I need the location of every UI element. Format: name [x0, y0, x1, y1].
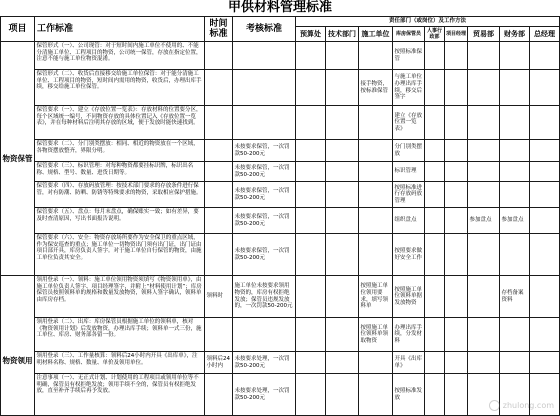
- duty-cell-construction-unit: [359, 182, 393, 208]
- duty-cell-finance-dept: 参加盘点: [500, 208, 530, 234]
- duty-cell-hr-admin-dept: [425, 70, 445, 106]
- duty-cell-trade-dept: [468, 234, 500, 276]
- dept-header-warehouse-keeper: 库房保管员: [393, 27, 425, 42]
- work-standard-cell: 保管形式（二）、收货后直接移交给施工单位保管：对于能分清施工单位、工程项目的物资，短时间内需用的物资，收货后，办理出库手续，移交给施工单位保管。: [35, 70, 205, 106]
- duty-cell-trade-dept: [468, 106, 500, 140]
- duty-cell-hr-admin-dept: [425, 162, 445, 182]
- duty-cell-budget-office: [296, 182, 326, 208]
- time-standard-cell: [205, 208, 233, 234]
- duty-cell-warehouse-keeper: 组织盘点: [393, 208, 425, 234]
- work-standard-cell: 保管形式（一）、公司现管：对于短时间内施工单位不使用的、不能分清施工单位、工程项目的物资，公司统一保管，存放在指定位置，注意不能与施工单位物资混淆。: [35, 42, 205, 70]
- duty-cell-finance-dept: [500, 234, 530, 276]
- duty-cell-hr-admin-dept: [425, 42, 445, 70]
- duty-cell-budget-office: [296, 208, 326, 234]
- duty-cell-warehouse-keeper: 开具《出库单》: [393, 352, 425, 374]
- duty-cell-project-manager: [445, 276, 468, 318]
- duty-cell-hr-admin-dept: [425, 318, 445, 352]
- dept-header-finance-dept: 财务部: [500, 27, 530, 42]
- duty-cell-general-manager: [530, 42, 560, 70]
- duty-cell-technical-dept: [326, 374, 359, 416]
- duty-cell-finance-dept: [500, 42, 530, 70]
- duty-cell-finance-dept: [500, 352, 530, 374]
- duty-cell-project-manager: [445, 182, 468, 208]
- duty-cell-project-manager: [445, 106, 468, 140]
- duty-cell-warehouse-keeper: 办理出库手续，分发材料: [393, 318, 425, 352]
- duty-cell-trade-dept: [468, 318, 500, 352]
- time-standard-cell: [205, 106, 233, 140]
- work-standard-cell: 注意事项（一）、无正式计划、计划使用的工程项目或领用单位等不明确，保管员有权拒绝发放；领用手续不全的，保管员有权拒绝发放，直至补齐手续后再予发放。: [35, 374, 205, 416]
- duty-cell-finance-dept: [500, 106, 530, 140]
- work-standard-cell: 保管要求（一）、建立《存放位置一览表》：存放材料的位置要分区，每个区域统一编号，不同物资存放的具体位置记入《存放位置一览表》，并在每种材料后注明其存放的区域，便于发放时能快速找到。: [35, 106, 205, 140]
- time-standard-cell: [205, 42, 233, 70]
- duty-cell-technical-dept: [326, 42, 359, 70]
- duty-cell-general-manager: [530, 70, 560, 106]
- duty-cell-hr-admin-dept: [425, 352, 445, 374]
- time-standard-cell: [205, 374, 233, 416]
- duty-cell-budget-office: [296, 374, 326, 416]
- header-time-standard: 时间标准: [205, 17, 233, 42]
- duty-cell-hr-admin-dept: [425, 374, 445, 416]
- header-work-standard: 工作标准: [35, 17, 205, 42]
- duty-cell-trade-dept: [468, 162, 500, 182]
- duty-cell-trade-dept: [468, 140, 500, 162]
- duty-cell-technical-dept: [326, 106, 359, 140]
- duty-cell-trade-dept: [468, 70, 500, 106]
- duty-cell-hr-admin-dept: [425, 140, 445, 162]
- duty-cell-hr-admin-dept: [425, 182, 445, 208]
- assessment-standard-cell: [233, 318, 296, 352]
- assessment-standard-cell: 未按要求处理，一次罚款50-200元: [233, 352, 296, 374]
- duty-cell-technical-dept: [326, 276, 359, 318]
- duty-cell-general-manager: [530, 162, 560, 182]
- assessment-standard-cell: [233, 106, 296, 140]
- time-standard-cell: [205, 234, 233, 276]
- assessment-standard-cell: 未按要求处理，一次罚款50-200元: [233, 374, 296, 416]
- duty-cell-finance-dept: [500, 162, 530, 182]
- duty-cell-construction-unit: [359, 352, 393, 374]
- duty-cell-budget-office: [296, 318, 326, 352]
- duty-cell-trade-dept: 参加盘点: [468, 208, 500, 234]
- duty-cell-technical-dept: [326, 182, 359, 208]
- table-title: 甲供材料管理标准: [0, 0, 560, 17]
- dept-header-project-manager: 项目经理: [445, 27, 468, 42]
- duty-cell-warehouse-keeper: 按照标准进行存放码放管理: [393, 182, 425, 208]
- duty-cell-construction-unit: [359, 208, 393, 234]
- duty-cell-general-manager: [530, 318, 560, 352]
- duty-cell-construction-unit: 接手物资，按标准保管: [359, 70, 393, 106]
- duty-cell-budget-office: [296, 352, 326, 374]
- watermark-logo-icon: [489, 400, 500, 411]
- duty-cell-general-manager: [530, 234, 560, 276]
- dept-header-construction-unit: 施工单位: [359, 27, 393, 42]
- assessment-standard-cell: 未按要求保管，一次罚款50-200元: [233, 162, 296, 182]
- duty-cell-project-manager: [445, 70, 468, 106]
- duty-cell-warehouse-keeper: 按照标准保管: [393, 42, 425, 70]
- dept-header-budget-office: 预算处: [296, 27, 326, 42]
- section-label-material-storage: 物资保管: [0, 42, 35, 276]
- time-standard-cell: 领料时: [205, 276, 233, 318]
- time-standard-cell: [205, 162, 233, 182]
- duty-cell-project-manager: [445, 42, 468, 70]
- time-standard-cell: [205, 318, 233, 352]
- duty-cell-technical-dept: [326, 208, 359, 234]
- duty-cell-warehouse-keeper: 按照标准发放: [393, 374, 425, 416]
- duty-cell-construction-unit: [359, 140, 393, 162]
- header-assessment-standard: 考核标准: [233, 17, 296, 42]
- duty-cell-project-manager: [445, 140, 468, 162]
- duty-cell-technical-dept: [326, 140, 359, 162]
- duty-cell-finance-dept: [500, 318, 530, 352]
- duty-cell-general-manager: [530, 276, 560, 318]
- duty-cell-trade-dept: [468, 352, 500, 374]
- duty-cell-construction-unit: 按照施工单位领用要求，填写领料单: [359, 276, 393, 318]
- work-standard-cell: 领用登录（三）、工作量核算：领料后24小时内开具《出库单》，注明材料名称、规格、数量、单价及领用单位。: [35, 352, 205, 374]
- duty-cell-finance-dept: [500, 182, 530, 208]
- work-standard-cell: 保管要求（二）、分门别类摆放：相同、相近的物资放在一个区域，各物资摆放整齐，界限分明。: [35, 140, 205, 162]
- dept-header-hr-admin-dept: 人事行政部: [425, 27, 445, 42]
- duty-cell-budget-office: [296, 106, 326, 140]
- time-standard-cell: [205, 182, 233, 208]
- duty-cell-budget-office: [296, 276, 326, 318]
- duty-cell-finance-dept: [500, 70, 530, 106]
- duty-cell-trade-dept: [468, 182, 500, 208]
- assessment-standard-cell: [233, 42, 296, 70]
- duty-cell-finance-dept: 存档备案资料: [500, 276, 530, 318]
- assessment-standard-cell: 施工单位未按要求领用物资的，库房有权拒绝发放；保管员违规发放的，一次罚款50-200元: [233, 276, 296, 318]
- duty-cell-hr-admin-dept: [425, 106, 445, 140]
- duty-cell-construction-unit: [359, 42, 393, 70]
- duty-cell-general-manager: [530, 106, 560, 140]
- duty-cell-construction-unit: [359, 374, 393, 416]
- time-standard-cell: [205, 140, 233, 162]
- duty-cell-hr-admin-dept: [425, 234, 445, 276]
- duty-cell-warehouse-keeper: 建立《存放位置一览表》: [393, 106, 425, 140]
- work-standard-cell: 保管要求（五）、盘点：每月末盘点，确保账实一致；如有差异，要及时查清原因，写出书面报告说明。: [35, 208, 205, 234]
- duty-cell-technical-dept: [326, 70, 359, 106]
- header-responsibility-group: 责任部门（或岗位）及工作方法: [296, 17, 560, 27]
- duty-cell-technical-dept: [326, 162, 359, 182]
- duty-cell-general-manager: [530, 208, 560, 234]
- duty-cell-project-manager: [445, 318, 468, 352]
- duty-cell-general-manager: [530, 140, 560, 162]
- duty-cell-warehouse-keeper: 与施工单位办理出库手续，移交后签字: [393, 70, 425, 106]
- assessment-standard-cell: 未按要求保管，一次罚款50-200元: [233, 140, 296, 162]
- work-standard-cell: 保管要求（四）、存放码放管理：按技术部门要求的存放条件进行保管，对有防潮、防晒、防锈等特殊要求的物资，采取相应保护措施。: [35, 182, 205, 208]
- duty-cell-budget-office: [296, 140, 326, 162]
- duty-cell-budget-office: [296, 42, 326, 70]
- work-standard-cell: 领用登录（一）、领料：施工单位领用物资须填写《物资领用单》，由施工单位负责人签字、项目经理签字，并附上“材料使用计划”；库房保管员按照领料单的规格和数量发放物资，领料人签字确认，领料单由库房存档。: [35, 276, 205, 318]
- dept-header-technical-dept: 技术部门: [326, 27, 359, 42]
- duty-cell-project-manager: [445, 234, 468, 276]
- duty-cell-project-manager: [445, 352, 468, 374]
- header-item: 项目: [0, 17, 35, 42]
- duty-cell-project-manager: [445, 208, 468, 234]
- duty-cell-trade-dept: [468, 276, 500, 318]
- duty-cell-warehouse-keeper: 按照施工单位领料单据发放物资: [393, 276, 425, 318]
- assessment-standard-cell: 未按要求保管，一次罚款50-200元: [233, 208, 296, 234]
- duty-cell-warehouse-keeper: 标识管理: [393, 162, 425, 182]
- time-standard-cell: [205, 70, 233, 106]
- assessment-standard-cell: 未按要求保管，一次罚款50-200元: [233, 234, 296, 276]
- work-standard-cell: 领用登录（二）、出库：库房保管员根据施工单位的领料单，核对《物资领用计划》后发放物资，办理出库手续；领料单一式三份，施工单位、库房、财务部各留一份。: [35, 318, 205, 352]
- duty-cell-construction-unit: [359, 234, 393, 276]
- duty-cell-construction-unit: 按照施工单位领料单领取物资: [359, 318, 393, 352]
- duty-cell-warehouse-keeper: 分门别类摆放: [393, 140, 425, 162]
- duty-cell-construction-unit: [359, 106, 393, 140]
- duty-cell-hr-admin-dept: [425, 208, 445, 234]
- time-standard-cell: 领料后24小时内: [205, 352, 233, 374]
- assessment-standard-cell: 未按要求保管，一次罚款50-200元: [233, 182, 296, 208]
- duty-cell-warehouse-keeper: 按照要求做好安全工作: [393, 234, 425, 276]
- work-standard-cell: 保管要求（三）、标识管理：对每种物资都要挂标识牌，标识出名称、规格、型号、数量、进货日期等。: [35, 162, 205, 182]
- duty-cell-budget-office: [296, 162, 326, 182]
- duty-cell-general-manager: [530, 182, 560, 208]
- dept-header-trade-dept: 贸易部: [468, 27, 500, 42]
- assessment-standard-cell: [233, 70, 296, 106]
- duty-cell-budget-office: [296, 70, 326, 106]
- duty-cell-trade-dept: [468, 42, 500, 70]
- dept-header-general-manager: 总经理: [530, 27, 560, 42]
- duty-cell-technical-dept: [326, 352, 359, 374]
- duty-cell-finance-dept: [500, 140, 530, 162]
- watermark-text: zhulong.com: [502, 400, 554, 410]
- duty-cell-technical-dept: [326, 234, 359, 276]
- duty-cell-budget-office: [296, 234, 326, 276]
- duty-cell-technical-dept: [326, 318, 359, 352]
- section-label-material-requisition: 物资领用: [0, 276, 35, 416]
- duty-cell-project-manager: [445, 374, 468, 416]
- duty-cell-project-manager: [445, 162, 468, 182]
- duty-cell-general-manager: [530, 352, 560, 374]
- work-standard-cell: 保管要求（六）、安全：物资存放场所要作为安全保卫的重点区域，作为保安巡查的重点；施工单位一切物资出门须有出门证，出门证由项目部开具，库房负责人签字。对于施工单位自行保管的物资，由施工单位负责其安全。: [35, 234, 205, 276]
- duty-cell-hr-admin-dept: [425, 276, 445, 318]
- duty-cell-construction-unit: [359, 162, 393, 182]
- watermark: [489, 400, 554, 411]
